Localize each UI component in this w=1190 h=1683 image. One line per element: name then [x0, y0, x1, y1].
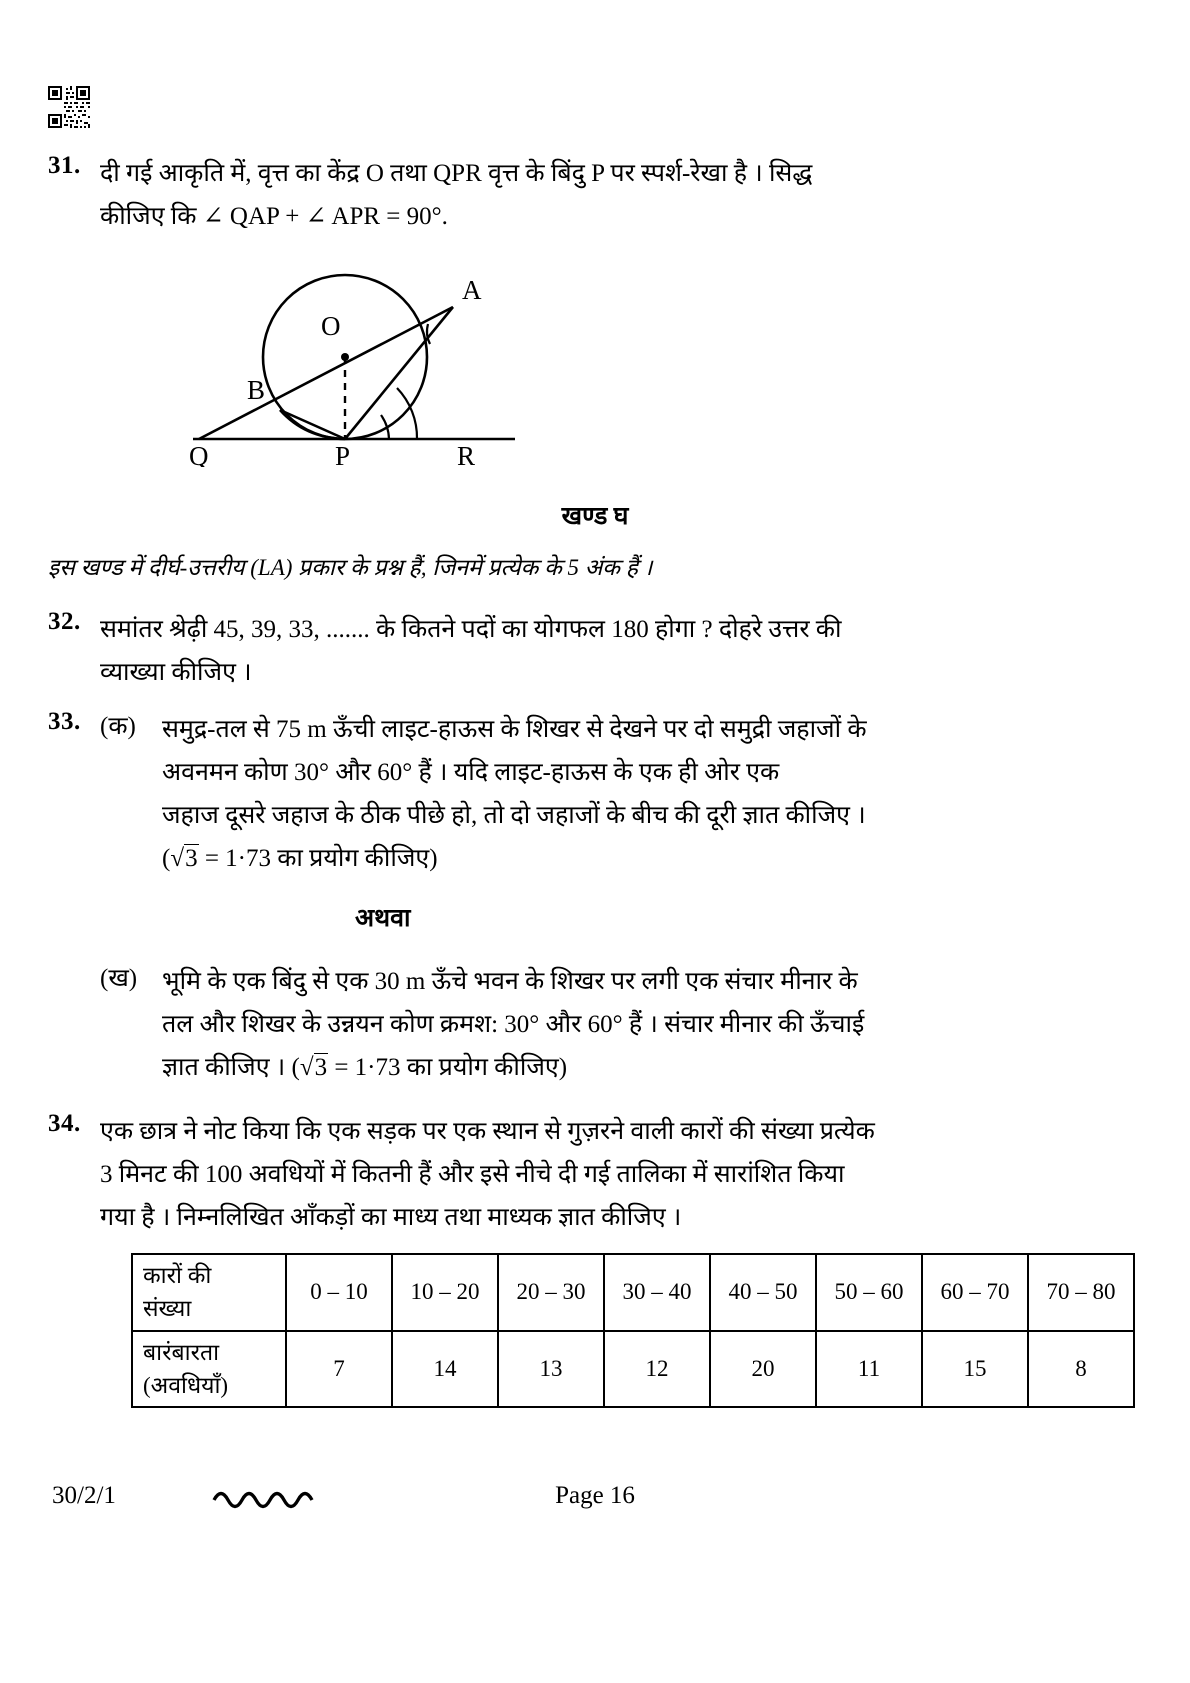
- table-rowhead-frequency: [132, 1331, 286, 1408]
- table-row-frequencies: [132, 1331, 1134, 1408]
- sqrt-symbol-icon-2: √: [299, 1054, 314, 1081]
- sqrt-symbol-icon: √: [170, 845, 185, 872]
- question-34: [48, 1110, 1108, 1239]
- section-note: इस खण्ड में दीर्घ-उत्तरीय (LA) प्रकार के प्रश्न हैं, जिनमें प्रत्येक के 5 अंक हैं ।: [48, 555, 653, 580]
- question-33a-hint-prefix: (: [162, 845, 171, 872]
- interval-cell-0: 0 – 10: [286, 1254, 392, 1331]
- frequency-table: [131, 1253, 1135, 1408]
- circle-tangent-figure: [185, 252, 525, 467]
- question-33-part-a-label: (क): [100, 713, 136, 740]
- interval-cell-5: 50 – 60: [816, 1254, 922, 1331]
- section-heading: खण्ड घ: [561, 503, 629, 530]
- interval-cell-3: 30 – 40: [604, 1254, 710, 1331]
- table-rowhead-cars-line1: कारों की: [143, 1263, 212, 1288]
- figure-label-P: P: [335, 441, 351, 467]
- figure-label-O: O: [321, 311, 341, 341]
- interval-cell-2: 20 – 30: [498, 1254, 604, 1331]
- table-rowhead-cars: [132, 1254, 286, 1331]
- frequency-cell-3: 12: [604, 1331, 710, 1408]
- paper-code: 30/2/1: [52, 1482, 116, 1509]
- qr-code-icon: [48, 86, 90, 128]
- question-33-part-b-label: (ख): [100, 965, 138, 992]
- figure-label-Q: Q: [189, 441, 209, 467]
- question-33b-line-3: [162, 1046, 1047, 1089]
- question-33a-hint-suffix: = 1·73 का प्रयोग कीजिए): [198, 845, 438, 872]
- question-32-text: [100, 608, 1100, 694]
- question-34-line-2: 3 मिनट की 100 अवधियों में कितनी हैं और इसे नीचे दी गई तालिका में सारांशित किया: [100, 1161, 845, 1188]
- frequency-cell-0: 7: [286, 1331, 392, 1408]
- figure-label-R: R: [457, 441, 476, 467]
- frequency-cell-4: 20: [710, 1331, 816, 1408]
- interval-cell-1: 10 – 20: [392, 1254, 498, 1331]
- question-31: [48, 152, 1108, 238]
- table-rowhead-frequency-line1: बारंबारता: [143, 1339, 220, 1365]
- interval-cell-7: 70 – 80: [1028, 1254, 1134, 1331]
- question-33: [48, 708, 1108, 880]
- question-33-part-b-text: [162, 960, 1047, 1089]
- question-31-text: [100, 152, 1100, 238]
- question-31-number: 31.: [48, 152, 81, 179]
- question-31-line-1: दी गई आकृति में, वृत्त का केंद्र O तथा QPR वृत्त के बिंदु P पर स्पर्श-रेखा है । सिद्ध: [100, 160, 813, 187]
- question-33a-hint: [162, 837, 1047, 880]
- frequency-cell-2: 13: [498, 1331, 604, 1408]
- question-33b-suffix: = 1·73 का प्रयोग कीजिए): [328, 1054, 568, 1081]
- question-33-part-b: [48, 960, 1108, 1089]
- interval-cell-4: 40 – 50: [710, 1254, 816, 1331]
- question-33-part-a-text: [162, 708, 1047, 880]
- frequency-cell-6: 15: [922, 1331, 1028, 1408]
- frequency-cell-5: 11: [816, 1331, 922, 1408]
- frequency-cell-1: 14: [392, 1331, 498, 1408]
- question-33-number: 33.: [48, 708, 81, 735]
- question-34-line-1: एक छात्र ने नोट किया कि एक सड़क पर एक स्थान से गुज़रने वाली कारों की संख्या प्रत्येक: [100, 1118, 875, 1145]
- page-footer: [0, 1482, 1190, 1522]
- figure-label-A: A: [462, 275, 482, 305]
- question-34-text: [100, 1110, 1105, 1239]
- question-33b-radicand: 3: [314, 1054, 328, 1081]
- question-33b-prefix: ज्ञात कीजिए । (: [162, 1054, 300, 1081]
- table-rowhead-cars-line2: संख्या: [143, 1296, 192, 1322]
- frequency-cell-7: 8: [1028, 1331, 1134, 1408]
- question-33a-line-2: अवनमन कोण 30° और 60° हैं । यदि लाइट-हाऊस के एक ही ओर एक: [162, 759, 780, 786]
- question-32-line-1: समांतर श्रेढ़ी 45, 39, 33, ....... के कितने पदों का योगफल 180 होगा ? दोहरे उत्तर की: [100, 616, 842, 643]
- question-33b-line-2: तल और शिखर के उन्नयन कोण क्रमश: 30° और 60° हैं । संचार मीनार की ऊँचाई: [162, 1011, 865, 1038]
- table-rowhead-frequency-line2: (अवधियाँ): [143, 1373, 229, 1399]
- question-32-line-2: व्याख्या कीजिए ।: [100, 659, 252, 686]
- figure-label-B: B: [247, 375, 266, 405]
- question-32: [48, 608, 1108, 694]
- question-34-number: 34.: [48, 1110, 81, 1137]
- table-row-intervals: [132, 1254, 1134, 1331]
- page-number: Page 16: [555, 1482, 635, 1509]
- or-separator: अथवा: [355, 905, 411, 932]
- interval-cell-6: 60 – 70: [922, 1254, 1028, 1331]
- question-33a-radicand: 3: [185, 845, 198, 872]
- question-34-line-3: गया है । निम्नलिखित आँकड़ों का माध्य तथा माध्यक ज्ञात कीजिए ।: [100, 1204, 682, 1231]
- question-33b-line-1: भूमि के एक बिंदु से एक 30 m ऊँचे भवन के शिखर पर लगी एक संचार मीनार के: [162, 968, 858, 995]
- question-31-line-2: कीजिए कि ∠ QAP + ∠ APR = 90°.: [100, 203, 448, 230]
- question-33a-line-1: समुद्र-तल से 75 m ऊँची लाइट-हाऊस के शिखर से देखने पर दो समुद्री जहाजों के: [162, 716, 867, 743]
- question-32-number: 32.: [48, 608, 81, 635]
- question-33a-line-3: जहाज दूसरे जहाज के ठीक पीछे हो, तो दो जहाजों के बीच की दूरी ज्ञात कीजिए ।: [162, 802, 866, 829]
